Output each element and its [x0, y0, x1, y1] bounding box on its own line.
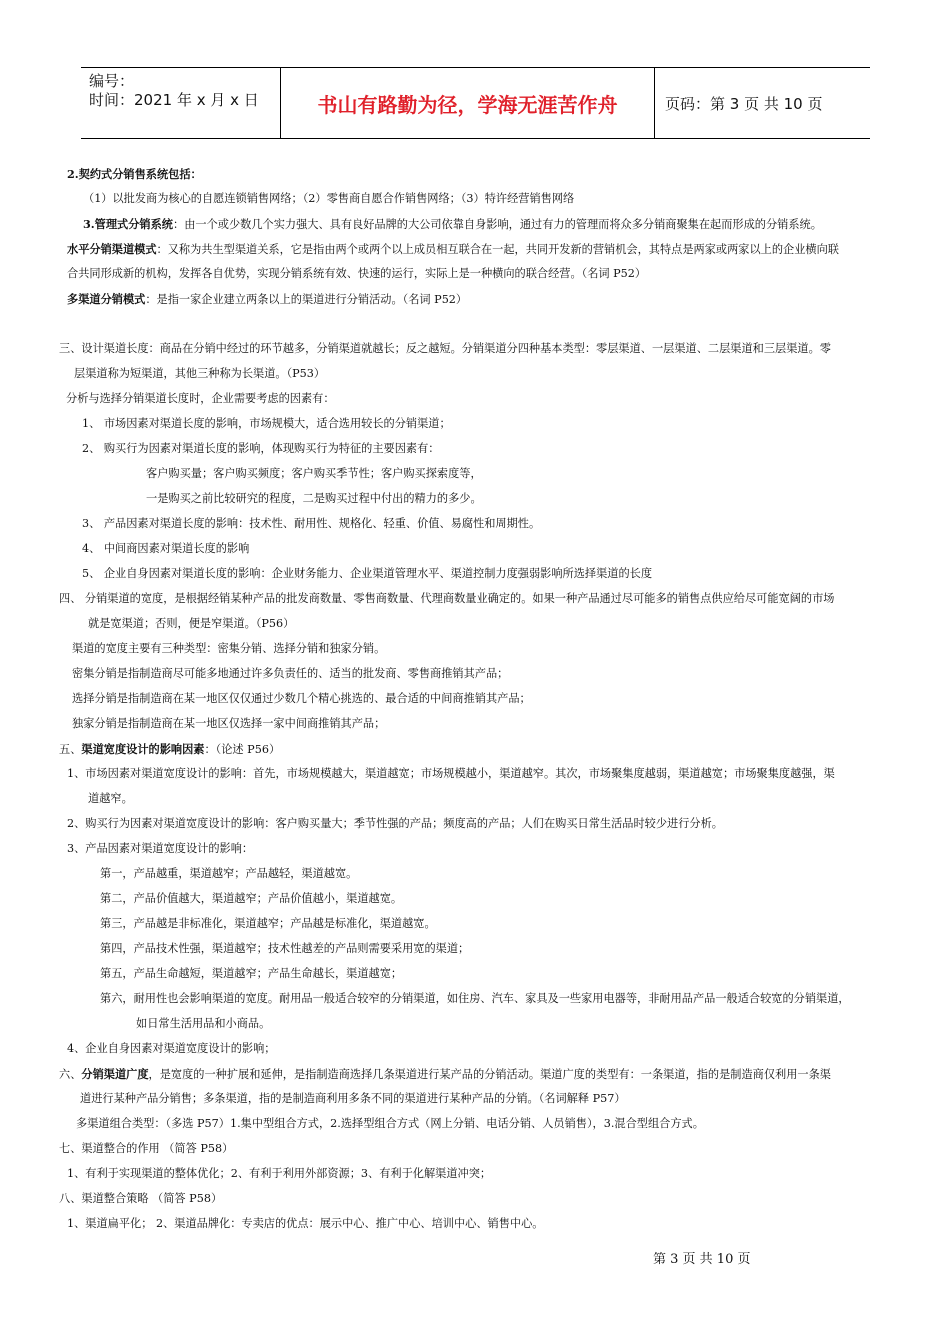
line-text: 第六，耐用性也会影响渠道的宽度。耐用品一般适合较窄的分销渠道，如住房、汽车、家具及一些家用电器等，非耐用品产品一般适合较宽的分销渠道，	[100, 992, 850, 1005]
text-line	[67, 292, 467, 307]
text-line	[83, 192, 574, 206]
text-line	[100, 942, 469, 956]
line-text: 2、 购买行为因素对渠道长度的影响，体现购买行为特征的主要因素有：	[82, 442, 440, 455]
line-text: 4、 中间商因素对渠道长度的影响	[82, 542, 250, 555]
text-line	[136, 1017, 270, 1031]
header-table	[81, 67, 870, 139]
line-text: 多渠道组合类型：（多选 P57）1.集中型组合方式，2.选择型组合方式（网上分销、电话分销、人员销售），3.混合型组合方式。	[76, 1117, 704, 1130]
text-line	[100, 967, 402, 981]
line-text: 第五，产品生命越短，渠道越窄；产品生命越长，渠道越宽；	[100, 967, 403, 980]
text-line	[146, 467, 482, 481]
line-text: ：由一个或少数几个实力强大、具有良好品牌的大公司依靠自身影响，通过有力的管理而将众多分销商聚集在起而形成的分销系统。	[173, 218, 822, 231]
line-text: 道进行某种产品分销售；多条渠道，指的是制造商利用多条不同的渠道进行某种产品的分销。（名词解释 P57）	[80, 1092, 626, 1105]
text-line	[82, 567, 652, 581]
line-text: 七、渠道整合的作用 （简答 P58）	[59, 1142, 234, 1155]
line-text: 渠道的宽度主要有三种类型：密集分销、选择分销和独家分销。	[72, 642, 386, 655]
text-line	[59, 342, 831, 356]
line-text: 道越窄。	[88, 792, 133, 805]
text-line	[59, 1067, 831, 1082]
header-left-cell	[81, 68, 281, 138]
text-line	[88, 617, 294, 631]
line-text: 第四，产品技术性强，渠道越窄；技术性越差的产品则需要采用宽的渠道；	[100, 942, 470, 955]
text-line	[82, 417, 451, 431]
text-line	[74, 367, 325, 381]
line-text: 2、购买行为因素对渠道宽度设计的影响：客户购买量大；季节性强的产品；频度高的产品；人们在购买日常生活品时较少进行分析。	[67, 817, 723, 830]
text-line	[67, 817, 723, 831]
line-text: （1）以批发商为核心的自愿连锁销售网络；（2）零售商自愿合作销售网络；（3）特许经营销售网络	[83, 192, 575, 205]
text-line	[59, 1142, 233, 1156]
text-line	[82, 542, 249, 556]
text-line	[67, 242, 839, 257]
line-text: ：是指一家企业建立两条以上的渠道进行分销活动。（名词 P52）	[145, 293, 468, 306]
text-line	[100, 917, 436, 931]
line-text: 客户购买量；客户购买频度；客户购买季节性；客户购买探索度等，	[146, 467, 482, 480]
text-line	[67, 1167, 491, 1181]
number-label: 编号：	[89, 72, 135, 90]
text-line	[82, 517, 540, 531]
text-line	[100, 867, 357, 881]
line-text: 合共同形成新的机构，发挥各自优势，实现分销系统有效、快速的运行，实际上是一种横向的联合经营。（名词 P52）	[67, 267, 647, 280]
line-text: 1、有利于实现渠道的整体优化；2、有利于利用外部资源；3、有利于化解渠道冲突；	[67, 1167, 492, 1180]
line-text: 六、分销渠道广度，是宽度的一种扩展和延伸，是指制造商选择几条渠道进行某产品的分销活动。渠道广度的类型有：一条渠道，指的是制造商仅利用一条渠	[59, 1067, 831, 1081]
line-text: 3、产品因素对渠道宽度设计的影响：	[67, 842, 254, 855]
text-line	[59, 1192, 222, 1206]
line-text: 3、 产品因素对渠道长度的影响：技术性、耐用性、规格化、轻重、价值、易腐性和周期性。	[82, 517, 541, 530]
line-text: 5、 企业自身因素对渠道长度的影响：企业财务能力、企业渠道管理水平、渠道控制力度强弱影响所选择渠道的长度	[82, 567, 653, 580]
bold-term: 3.管理式分销系统	[83, 217, 173, 231]
line-text: 如日常生活用品和小商品。	[136, 1017, 271, 1030]
line-text: 4、企业自身因素对渠道宽度设计的影响；	[67, 1042, 276, 1055]
line-text: 分析与选择分销渠道长度时，企业需要考虑的因素有：	[66, 392, 335, 405]
text-line	[88, 792, 133, 806]
text-line	[67, 267, 646, 281]
text-line	[146, 492, 482, 506]
line-text: ：又称为共生型渠道关系，它是指由两个或两个以上成员相互联合在一起，共同开发新的营销机会，其特点是两家或两家以上的企业横向联	[156, 243, 839, 256]
line-text: 三、设计渠道长度：商品在分销中经过的环节越多，分销渠道就越长；反之越短。分销渠道分四种基本类型：零层渠道、一层渠道、二层渠道和三层渠道。零	[59, 342, 831, 355]
text-line	[100, 992, 850, 1006]
line-text: 五、渠道宽度设计的影响因素：（论述 P56）	[59, 742, 281, 756]
text-line	[67, 842, 253, 856]
line-text: 1、渠道扁平化； 2、渠道品牌化：专卖店的优点：展示中心、推广中心、培训中心、销售中心。	[67, 1217, 544, 1230]
line-text: 1、 市场因素对渠道长度的影响，市场规模大，适合选用较长的分销渠道；	[82, 417, 451, 430]
line-text: 选择分销是指制造商在某一地区仅仅通过少数几个精心挑选的、最合适的中间商推销其产品；	[72, 692, 531, 705]
text-line	[100, 892, 402, 906]
text-line	[67, 167, 202, 182]
line-text: 1、市场因素对渠道宽度设计的影响：首先，市场规模越大，渠道越宽；市场规模越小，渠道越窄。其次，市场聚集度越弱，渠道越宽；市场聚集度越强，渠	[67, 767, 835, 780]
line-text: 层渠道称为短渠道，其他三种称为长渠道。（P53）	[74, 367, 326, 380]
text-line	[59, 592, 835, 606]
line-text: 独家分销是指制造商在某一地区仅选择一家中间商推销其产品；	[72, 717, 386, 730]
line-text: 就是宽渠道；否则，便是窄渠道。（P56）	[88, 617, 295, 630]
line-text: 第一，产品越重，渠道越窄；产品越轻，渠道越宽。	[100, 867, 358, 880]
line-text: 密集分销是指制造商尽可能多地通过许多负责任的、适当的批发商、零售商推销其产品；	[72, 667, 509, 680]
bold-term: 水平分销渠道模式	[67, 242, 157, 256]
bold-term: 2.契约式分销售系统包括：	[67, 167, 202, 181]
page-footer: 第 3 页 共 10 页	[653, 1252, 751, 1267]
header-motto: 书山有路勤为径，学海无涯苦作舟	[281, 68, 655, 138]
bold-term: 多渠道分销模式	[67, 292, 146, 306]
line-text: 一是购买之前比较研究的程度，二是购买过程中付出的精力的多少。	[146, 492, 482, 505]
text-line	[67, 1042, 276, 1056]
text-line	[72, 667, 508, 681]
text-line	[59, 742, 280, 757]
text-line	[67, 1217, 543, 1231]
text-line	[66, 392, 335, 406]
line-text: 第二，产品价值越大，渠道越窄；产品价值越小，渠道越宽。	[100, 892, 403, 905]
time-label: 时间：2021 年 x 月 x 日	[89, 91, 259, 109]
text-line	[82, 442, 440, 456]
line-text: 八、渠道整合策略 （简答 P58）	[59, 1192, 223, 1205]
line-text: 四、 分销渠道的宽度，是根据经销某种产品的批发商数量、零售商数量、代理商数量业确定的。如果一种产品通过尽可能多的销售点供应给尽可能宽阔的市场	[59, 592, 835, 605]
text-line	[80, 1092, 626, 1106]
text-line	[72, 642, 385, 656]
text-line	[83, 217, 822, 232]
header-page-info: 页码：第 3 页 共 10 页	[665, 94, 823, 113]
text-line	[72, 717, 385, 731]
text-line	[67, 767, 835, 781]
line-text: 第三，产品越是非标准化，渠道越窄；产品越是标准化，渠道越宽。	[100, 917, 436, 930]
text-line	[76, 1117, 704, 1131]
text-line	[72, 692, 531, 706]
